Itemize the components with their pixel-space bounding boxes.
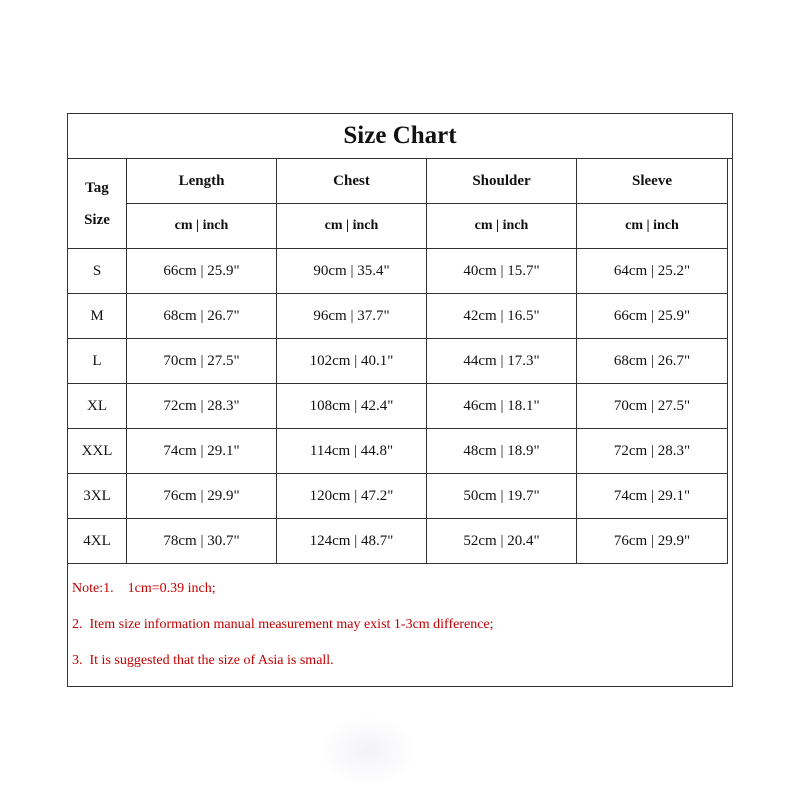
note-3: 3. It is suggested that the size of Asia is small. (72, 653, 334, 668)
chest-cell: 124cm | 48.7" (277, 519, 427, 564)
length-cell: 78cm | 30.7" (127, 519, 277, 564)
sleeve-cell: 74cm | 29.1" (577, 474, 728, 519)
unit-shoulder: cm | inch (427, 204, 577, 249)
unit-chest: cm | inch (277, 204, 427, 249)
size-table (67, 158, 728, 564)
table-row (68, 384, 728, 429)
chest-cell: 96cm | 37.7" (277, 294, 427, 339)
table-row (68, 339, 728, 384)
sleeve-cell: 68cm | 26.7" (577, 339, 728, 384)
shoulder-cell: 46cm | 18.1" (427, 384, 577, 429)
col-header-chest: Chest (277, 159, 427, 204)
shoulder-cell: 52cm | 20.4" (427, 519, 577, 564)
table-row (68, 429, 728, 474)
size-chart (67, 113, 733, 687)
length-cell: 76cm | 29.9" (127, 474, 277, 519)
length-cell: 70cm | 27.5" (127, 339, 277, 384)
sleeve-cell: 66cm | 25.9" (577, 294, 728, 339)
chest-cell: 90cm | 35.4" (277, 249, 427, 294)
note-2: 2. Item size information manual measurement may exist 1-3cm difference; (72, 617, 494, 632)
size-cell: M (68, 294, 127, 339)
table-row (68, 474, 728, 519)
tag-label: Tag (85, 179, 109, 196)
shoulder-cell: 48cm | 18.9" (427, 429, 577, 474)
table-row (68, 519, 728, 564)
size-cell: XL (68, 384, 127, 429)
chest-cell: 120cm | 47.2" (277, 474, 427, 519)
size-cell: 3XL (68, 474, 127, 519)
length-cell: 68cm | 26.7" (127, 294, 277, 339)
sleeve-cell: 70cm | 27.5" (577, 384, 728, 429)
size-cell: S (68, 249, 127, 294)
col-header-sleeve: Sleeve (577, 159, 728, 204)
unit-length: cm | inch (127, 204, 277, 249)
shoulder-cell: 44cm | 17.3" (427, 339, 577, 384)
chest-cell: 114cm | 44.8" (277, 429, 427, 474)
sleeve-cell: 76cm | 29.9" (577, 519, 728, 564)
header-row-names (68, 159, 728, 204)
shoulder-cell: 42cm | 16.5" (427, 294, 577, 339)
sleeve-cell: 64cm | 25.2" (577, 249, 728, 294)
note-1: Note:1. 1cm=0.39 inch; (72, 581, 216, 596)
table-row (68, 249, 728, 294)
notes-section (72, 576, 722, 684)
background-smudge (318, 716, 418, 786)
sleeve-cell: 72cm | 28.3" (577, 429, 728, 474)
size-cell: XXL (68, 429, 127, 474)
tag-size-header (68, 159, 127, 249)
unit-sleeve: cm | inch (577, 204, 728, 249)
length-cell: 72cm | 28.3" (127, 384, 277, 429)
header-row-units (68, 204, 728, 249)
size-cell: 4XL (68, 519, 127, 564)
length-cell: 66cm | 25.9" (127, 249, 277, 294)
table-row (68, 294, 728, 339)
size-cell: L (68, 339, 127, 384)
chest-cell: 108cm | 42.4" (277, 384, 427, 429)
shoulder-cell: 40cm | 15.7" (427, 249, 577, 294)
col-header-length: Length (127, 159, 277, 204)
shoulder-cell: 50cm | 19.7" (427, 474, 577, 519)
col-header-shoulder: Shoulder (427, 159, 577, 204)
size-label: Size (84, 211, 110, 228)
chart-title: Size Chart (68, 114, 732, 159)
chest-cell: 102cm | 40.1" (277, 339, 427, 384)
length-cell: 74cm | 29.1" (127, 429, 277, 474)
